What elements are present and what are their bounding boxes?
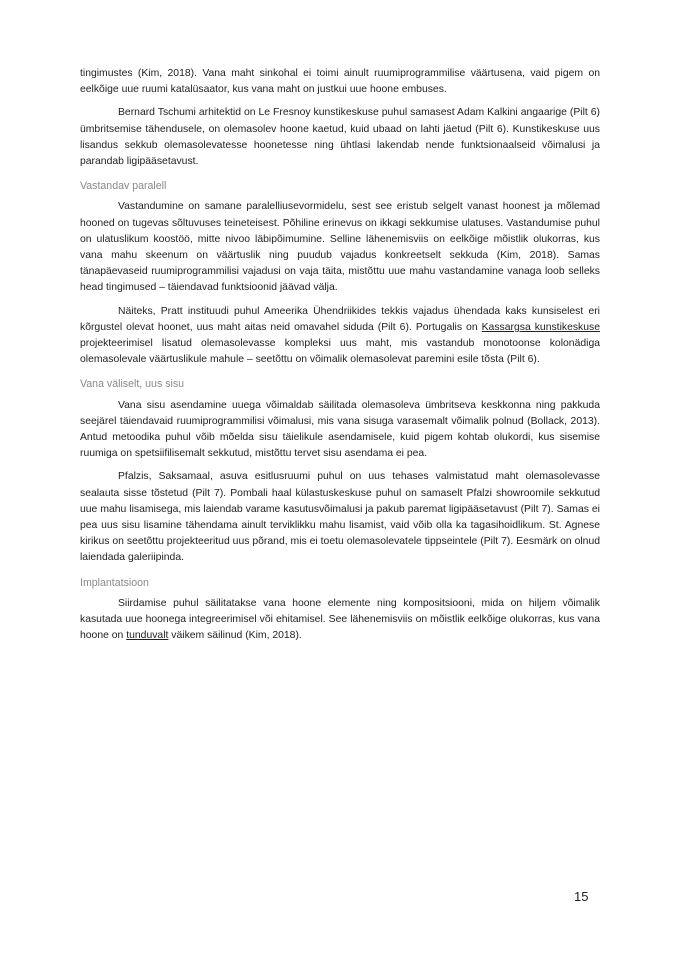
body-paragraph: Bernard Tschumi arhitektid on Le Fresnoy kunstikeskuse puhul samasest Adam Kalkini angaarige (Pilt 6) ümbritsemise tähendusele, on olemasolev hoone kaetud, kuid ubaad on lahti jäetud (Pilt 6). Kunstikeskuse uus lisandus sekkub olemasolevatesse hoonetesse ning ühtlasi lakendab nende funktsionaalseid võimalusi ja parandab ligipääsetavust. <box>80 107 600 168</box>
document-page <box>80 66 600 652</box>
section-heading: Implantatsioon <box>80 576 149 589</box>
body-paragraph: Vana sisu asendamine uuega võimaldab säilitada olemasoleva ümbritseva keskkonna ning pakkuda seejärel täiendavaid ruumiprogrammilisi võimalusi, mis vana sisuga varasemalt võimalik polnud (Bollack, 2013). Antud metoodika puhul võib mõelda sisu täielikule asendamisele, kuid pigem kohtab olukordi, kus sisemise ruumiga on spetsiifilisemalt sekkutud, mistõttu tervet sisu asendama ei pea. <box>80 399 600 460</box>
body-paragraph: Siirdamise puhul säilitatakse vana hoone elemente ning kompositsiooni, mida on hiljem võimalik kasutada uue hoonega integreerimisel või ehitamisel. See lähenemisviis on mõistlik eelkõige olukorras, kus vana hoone on tunduvalt väikem säilinud (Kim, 2018). <box>80 597 600 642</box>
body-paragraph: tingimustes (Kim, 2018). Vana maht sinkohal ei toimi ainult ruumiprogrammilise väärtusena, vaid pigem on eelkõige uue ruumi katalüsaator, kus vana maht on justkui uue hoone embuses. <box>80 68 600 96</box>
body-paragraph: Vastandumine on samane paralelliusevormidelu, sest see eristub selgelt vanast hoonest ja mõlemad hooned on tugevas sõltuvuses teineteisest. Põhiline erinevus on ikkagi sekkumise ulatuses. Vastandumise puhul on ulatuslikum koostöö, mitte nivoo läbipõimumine. Selline lähenemisviis on eelkõige mõistlik olukorras, kus vana mahu skeenum on väärtuslik ning puudub vajadus konkreetselt sekkuda (Kim, 2018). Samas tänapäevaseid ruumiprogrammilisi vajadusi on vaja täita, mistõttu uue mahu vastandamine vanaga loob selleks head tingimused – täiendavad funktsioonid jäävad välja. <box>80 201 600 294</box>
body-paragraph: Pfalzis, Saksamaal, asuva esitlusruumi puhul on uus tehases valmistatud maht olemasolevasse sealauta sisse tõstetud (Pilt 7). Pombali haal külastuskeskuse puhul on samaselt Pfalzi showroomile sekkutud uue mahu lisamisega, mis laiendab varame kasutusvõimalusi ja pakub paremat ligipääsetavust (Pilt 7). Samas ei pea uus sisu lisamine tähendama ainult terviklikku mahu lisamist, vaid võib olla ka tagasihoidlikum. St. Agnese kirikus on seetõttu projekteeritud uus põrand, mis ei toetu olemasolevatele tippseintele (Pilt 7). Eesmärk on olnud laiendada galeriipinda. <box>80 471 600 564</box>
underlined-term: Kassargsa kunstikeskuse <box>481 321 600 333</box>
body-paragraph: Näiteks, Pratt instituudi puhul Ameerika Ühendriikides tekkis vajadus ühendada kaks kunsiselest eri kõrgustel olevat hoonet, uus maht aitas neid omavahel siduda (Pilt 6). Portugalis on Kassargsa kunstikeskuse projekteerimisel lisatud olemasolevasse kompleksi uus maht, mis vastandub monotoonse kolonädiga olemasolevale väärtuslikule mahule – seetõttu on võimalik olemasolevat paremini esile tõsta (Pilt 6). <box>80 305 600 366</box>
section-heading: Vana väliselt, uus sisu <box>80 378 185 391</box>
section-heading: Vastandav paralell <box>80 180 167 193</box>
page-number: 15 <box>574 889 589 904</box>
underlined-term: tunduvalt <box>126 630 169 642</box>
